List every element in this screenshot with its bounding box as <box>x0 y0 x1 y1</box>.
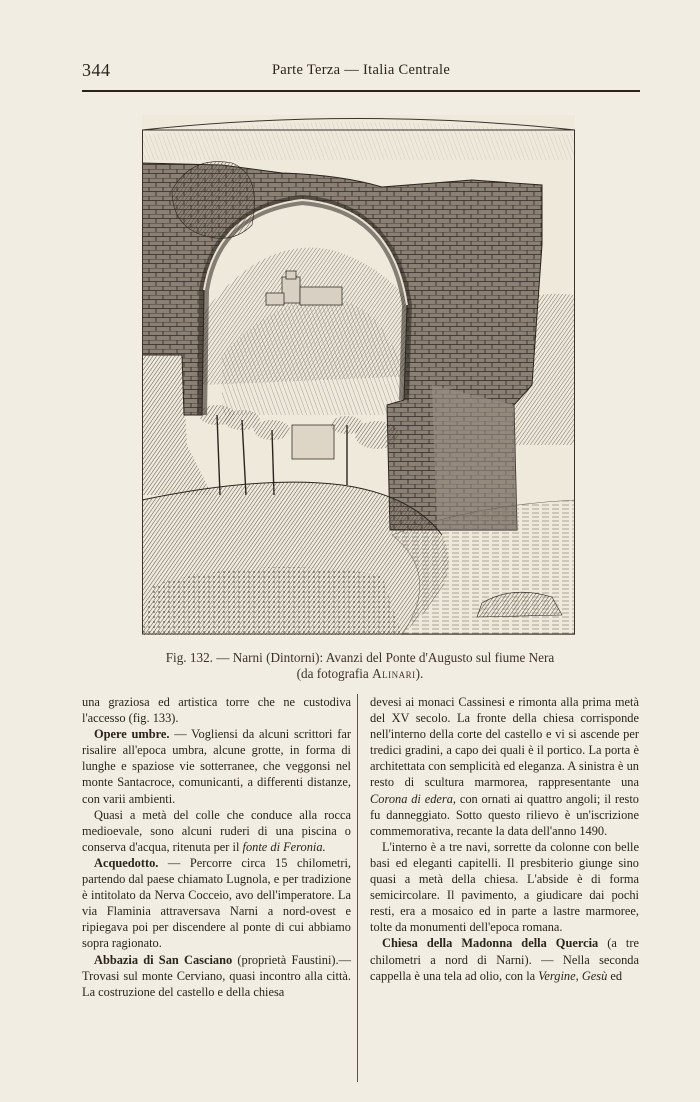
page-number: 344 <box>82 60 111 80</box>
section-heading: Chiesa della Madonna della Quercia <box>382 936 599 951</box>
figure-caption <box>90 650 630 682</box>
caption-suffix: ). <box>415 666 424 681</box>
left-text-column <box>82 694 351 1000</box>
paragraph: Abbazia di San Casciano (proprietà Faustini).— Trovasi sul monte Cerviano, quasi incontro alla città. La costruzione del castello e della chiesa <box>82 952 351 999</box>
right-text-column <box>370 694 639 984</box>
section-heading: Acquedotto. <box>94 855 159 870</box>
paragraph: L'interno è a tre navi, sorrette da colonne con belle basi ed eleganti capitelli. Il presbiterio giunge sino quasi a metà della chiesa. L'abside è di forma semicircolare. Il pavimento, a giudicare dai pochi resti, era a mosaico ed in parte a lastre marmoree, tolte da monumenti dell'epoca romana. <box>370 839 639 935</box>
engraving-figure <box>142 115 575 635</box>
paragraph: devesi ai monaci Cassinesi e rimonta alla prima metà del XV secolo. La fronte della chiesa corrisponde nell'interno della corte del castello e vi si ascende per tredici gradini, a capo dei quali è il portico. La porta è architettata con semplicità ed eleganza. A sinistra è un resto di scultura marmorea, rappresentante una Corona di edera, con ornati ai quattro angoli; il resto fu danneggiato. Sotto questo rilievo è un'iscrizione commemorativa, recante la data dell'anno 1490. <box>370 695 639 838</box>
paragraph: una graziosa ed artistica torre che ne custodiva l'accesso (fig. 133). <box>82 695 351 726</box>
paragraph: Acquedotto. — Percorre circa 15 chilometri, partendo dal paese chiamato Lugnola, e per tradizione è intitolato da Nerva Cocceio, avo dell'imperatore. La via Flaminia attraversava Narni a nord-ovest e ripiegava poi per discendere al ponte di cui abbiamo sopra ragionato. <box>82 855 351 951</box>
caption-line-1: Fig. 132. — Narni (Dintorni): Avanzi del Ponte d'Augusto sul fiume Nera <box>165 650 555 665</box>
paragraph: Chiesa della Madonna della Quercia (a tre chilometri a nord di Narni). — Nella seconda cappella è una tela ad olio, con la Vergine, Gesù ed <box>370 936 639 983</box>
section-heading: Abbazia di San Casciano <box>94 952 233 967</box>
section-heading: Opere umbre. <box>94 727 170 742</box>
column-divider <box>357 694 358 1082</box>
bridge-engraving-illustration <box>142 115 575 635</box>
paragraph: Quasi a metà del colle che conduce alla rocca medioevale, sono alcuni ruderi di una piscina o conserva d'acqua, ritenuta per il fonte di Feronia. <box>82 807 351 854</box>
caption-credit: Alinari <box>372 666 416 681</box>
page-header <box>82 58 640 92</box>
paragraph: Opere umbre. — Vogliensi da alcuni scrittori far risalire all'epoca umbra, alcune grotte, in forma di lunghe e spaziose vie sotterranee, che veggonsi nel monte Santacroce, comunicanti, a differenti distanze, con varii ambienti. <box>82 727 351 806</box>
running-title: Parte Terza — Italia Centrale <box>271 62 451 78</box>
caption-line-2 <box>90 666 630 682</box>
caption-prefix: (da fotografia <box>296 666 373 681</box>
